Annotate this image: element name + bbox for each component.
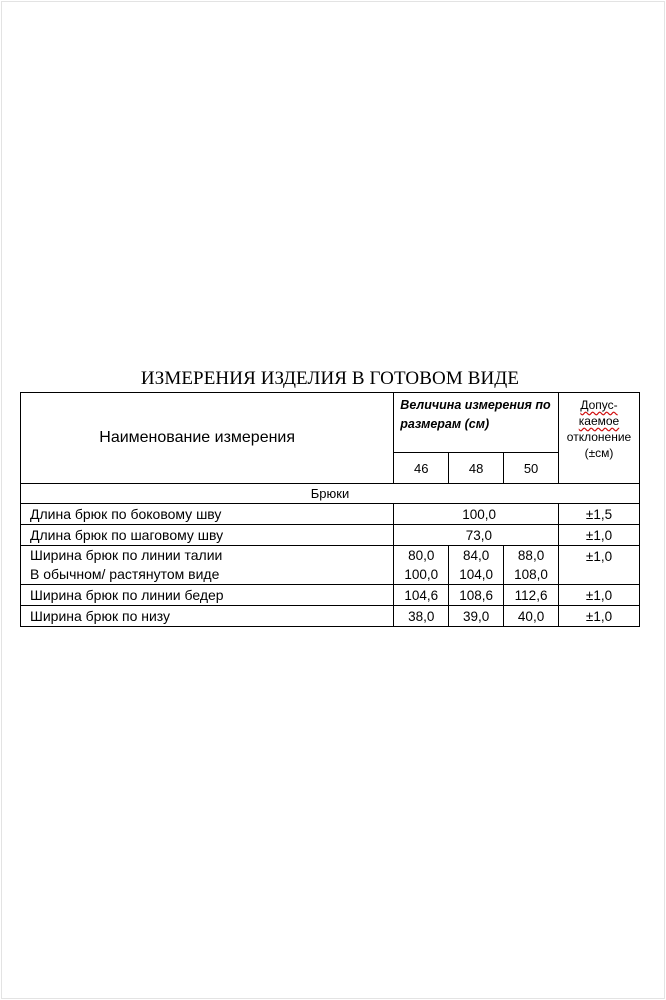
measurement-value: 73,0: [394, 525, 559, 546]
table-row: [21, 606, 640, 627]
size-50: 50: [504, 453, 559, 484]
table-row: [21, 504, 640, 525]
measurement-tolerance: ±1,0: [559, 525, 640, 546]
value-normal: 84,0: [463, 548, 490, 563]
measurement-value-46: 38,0: [394, 606, 449, 627]
measurement-value-48: 39,0: [449, 606, 504, 627]
measurement-value: 100,0: [394, 504, 559, 525]
tolerance-header-line2: каемое: [578, 414, 620, 428]
table-row: [21, 546, 640, 585]
section-label: Брюки: [21, 484, 640, 504]
tolerance-header-line3: отклонение: [566, 430, 632, 444]
tolerance-header-line4: (±см): [584, 446, 614, 460]
value-normal: 80,0: [408, 548, 435, 563]
value-stretched: 108,0: [514, 567, 548, 582]
size-46: 46: [394, 453, 449, 484]
table-row: [21, 525, 640, 546]
document-title: ИЗМЕРЕНИЯ ИЗДЕЛИЯ В ГОТОВОМ ВИДЕ: [140, 368, 520, 389]
measurement-name-line2: В обычном/ растянутом виде: [30, 566, 220, 582]
measurements-table: [20, 392, 640, 627]
measurement-tolerance: ±1,0: [559, 606, 640, 627]
measurement-name-line1: Ширина брюк по линии талии: [30, 547, 223, 563]
measurement-value-48: 108,6: [449, 585, 504, 606]
measurement-name: Ширина брюк по низу: [21, 606, 394, 627]
measurement-value-46: [394, 546, 449, 585]
measurement-value-48: [449, 546, 504, 585]
measurement-name: Длина брюк по шаговому шву: [21, 525, 394, 546]
measurement-name: [21, 546, 394, 585]
name-column-header: Наименование измерения: [21, 393, 394, 484]
value-column-header: Величина измерения по размерам (см): [394, 393, 559, 453]
section-row: [21, 484, 640, 504]
size-48: 48: [449, 453, 504, 484]
measurement-value-50: 112,6: [504, 585, 559, 606]
measurement-value-46: 104,6: [394, 585, 449, 606]
measurement-value-50: 40,0: [504, 606, 559, 627]
measurement-value-50: [504, 546, 559, 585]
value-stretched: 100,0: [404, 567, 439, 582]
measurement-name: Длина брюк по боковому шву: [21, 504, 394, 525]
table-row: [21, 585, 640, 606]
measurement-name: Ширина брюк по линии бедер: [21, 585, 394, 606]
measurement-tolerance: ±1,5: [559, 504, 640, 525]
tolerance-column-header: [559, 393, 640, 484]
tolerance-header-line1: Допус-: [580, 398, 618, 412]
value-normal: 88,0: [517, 548, 545, 563]
table-header-row: [21, 393, 640, 453]
measurement-tolerance: ±1,0: [559, 585, 640, 606]
value-stretched: 104,0: [459, 567, 494, 582]
measurement-tolerance: ±1,0: [559, 546, 640, 585]
